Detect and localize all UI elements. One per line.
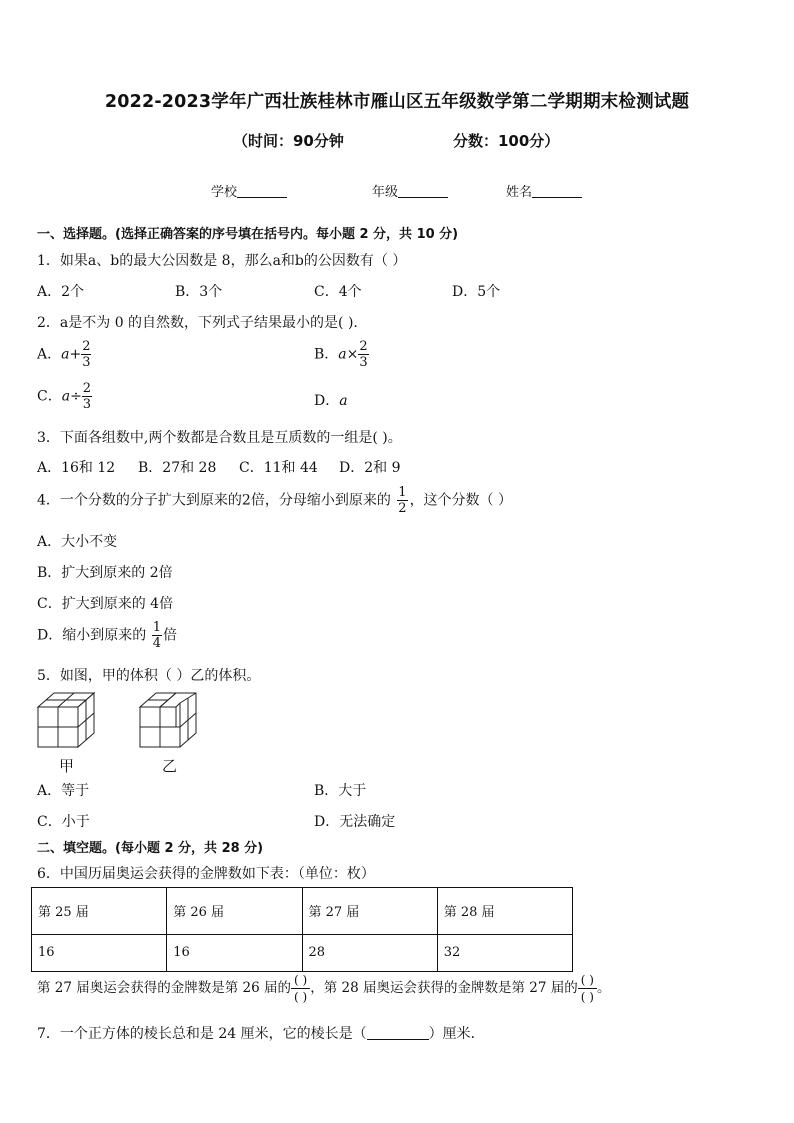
school-blank[interactable] [237,183,287,198]
question-5: 5．如图，甲的体积（ ）乙的体积。 [37,668,261,684]
q4-option-d[interactable]: D．缩小到原来的 $\frac{1}{4}$ 倍 [37,620,177,651]
q4-option-a[interactable]: A．大小不变 [37,534,118,550]
q2-option-d[interactable]: D．a [314,393,348,409]
grade-blank[interactable] [398,183,448,198]
q2-option-c[interactable]: C．a÷ $\frac{2}{3}$ [37,381,92,412]
section-2-heading: 二、填空题。(每小题 2 分，共 28 分) [37,841,264,856]
q3-option-c[interactable]: C．11和 44 [239,460,318,476]
q4-option-b[interactable]: B．扩大到原来的 2倍 [37,565,173,581]
table-cell: 28 [302,934,437,971]
question-6: 6．中国历届奥运会获得的金牌数如下表：（单位：枚） [37,866,375,882]
question-3: 3．下面各组数中,两个数都是合数且是互质数的一组是( )。 [37,430,402,446]
table-header-cell: 第 26 届 [167,888,302,935]
q3-option-d[interactable]: D．2和 9 [339,460,401,476]
cube-figure-jia [38,693,94,747]
grade-field[interactable] [372,181,448,200]
table-header-cell: 第 28 届 [437,888,572,935]
school-field[interactable] [211,181,287,200]
section-1-heading: 一、选择题。(选择正确答案的序号填在括号内。每小题 2 分，共 10 分) [37,227,459,242]
question-7: 7．一个正方体的棱长总和是 24 厘米，它的棱长是（ ）厘米． [37,1026,485,1042]
cube-figure-yi [140,693,196,747]
gold-medal-table [31,887,573,972]
fraction: $\frac{2}{3}$ [82,339,91,370]
table-header-row [32,888,573,935]
exam-score: 分数：100分） [453,132,560,150]
name-blank[interactable] [532,183,582,198]
q5-option-b[interactable]: B．大于 [314,783,367,799]
q5-option-c[interactable]: C．小于 [37,814,90,830]
label-jia: 甲 [59,757,75,775]
q7-answer-blank[interactable] [367,1025,429,1040]
page-title: 2022-2023学年广西壮族桂林市雁山区五年级数学第二学期期末检测试题 [104,92,690,112]
table-cell: 32 [437,934,572,971]
q5-option-d[interactable]: D．无法确定 [314,814,396,830]
table-cell: 16 [167,934,302,971]
question-1: 1．如果a、b的最大公因数是 8，那么a和b的公因数有（ ） [37,253,407,269]
q4-option-c[interactable]: C．扩大到原来的 4倍 [37,596,174,612]
table-header-cell: 第 27 届 [302,888,437,935]
table-row [32,934,573,971]
fraction: $\frac{1}{4}$ [152,620,161,651]
exam-time: （时间：90分钟 [233,132,344,150]
table-cell: 16 [32,934,167,971]
q3-option-b[interactable]: B．27和 28 [138,460,217,476]
table-header-cell: 第 25 届 [32,888,167,935]
fraction: $\frac{2}{3}$ [82,381,92,412]
fraction: $\frac{1}{2}$ [398,485,407,516]
school-label: 学校 [211,185,238,200]
q1-option-d[interactable]: D．5个 [452,284,501,300]
label-yi: 乙 [162,757,178,775]
q1-option-b[interactable]: B．3个 [175,284,223,300]
name-label: 姓名 [506,185,533,200]
name-field[interactable] [506,181,582,200]
q2-option-a[interactable]: A．a+ $\frac{2}{3}$ [37,339,91,370]
q3-option-a[interactable]: A．16和 12 [37,460,116,476]
question-2: 2．a是不为 0 的自然数，下列式子结果最小的是( ). [37,315,358,331]
grade-label: 年级 [372,185,399,200]
answer-fraction-blank-2[interactable]: ( ) ( ) [578,974,597,1003]
question-4: 4．一个分数的分子扩大到原来的2倍，分母缩小到原来的 $\frac{1}{2}$ ，这个分数（ ） [37,485,513,516]
q1-option-a[interactable]: A．2个 [37,284,85,300]
question-6-fill: 第 27 届奥运会获得的金牌数是第 26 届的 ( ) ( ) ，第 28 届奥运会获得的金牌数是第 27 届的 ( ) ( ) 。 [37,973,611,1004]
fraction: $\frac{2}{3}$ [359,339,368,370]
q5-option-a[interactable]: A．等于 [37,783,90,799]
q1-option-c[interactable]: C．4个 [314,284,362,300]
q2-option-b[interactable]: B．a× $\frac{2}{3}$ [314,339,368,370]
answer-fraction-blank-1[interactable]: ( ) ( ) [291,974,310,1003]
